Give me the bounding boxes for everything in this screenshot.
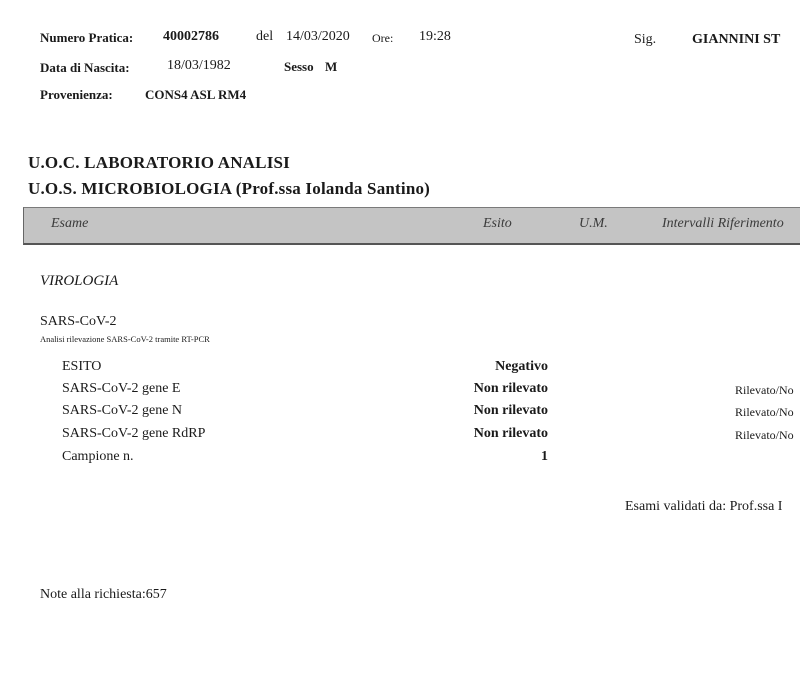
result-ref-gene-n: Rilevato/No — [735, 405, 794, 419]
numero-pratica-label: Numero Pratica: — [40, 30, 134, 45]
sesso-label: Sesso — [284, 59, 314, 74]
result-value-gene-rdrp: Non rilevato — [473, 426, 548, 441]
col-esame: Esame — [51, 216, 89, 231]
provenienza-label: Provenienza: — [40, 87, 113, 102]
numero-pratica-value: 40002786 — [163, 29, 219, 44]
result-value-gene-n: Non rilevato — [473, 403, 548, 418]
col-esito: Esito — [483, 216, 512, 231]
report-time: 19:28 — [419, 29, 451, 44]
notes-text: Note alla richiesta:657 — [40, 587, 167, 602]
test-name: SARS-CoV-2 — [40, 314, 117, 329]
col-um: U.M. — [579, 216, 608, 231]
column-header-bar — [23, 207, 800, 245]
data-nascita-value: 18/03/1982 — [167, 58, 231, 73]
lab-title: U.O.C. LABORATORIO ANALISI — [28, 153, 290, 172]
result-ref-gene-e: Rilevato/No — [735, 383, 794, 397]
lab-subtitle: U.O.S. MICROBIOLOGIA (Prof.ssa Iolanda Santino) — [28, 179, 431, 198]
result-value-esito: Negativo — [495, 359, 548, 374]
data-nascita-label: Data di Nascita: — [40, 60, 130, 75]
sig-label: Sig. — [634, 32, 657, 47]
del-label: del — [256, 29, 274, 44]
result-ref-gene-rdrp: Rilevato/No — [735, 428, 794, 442]
result-label-gene-rdrp: SARS-CoV-2 gene RdRP — [62, 426, 206, 441]
test-subtitle: Analisi rilevazione SARS-CoV-2 tramite RT-PCR — [40, 334, 210, 344]
validation-text: Esami validati da: Prof.ssa I — [625, 499, 783, 514]
section-title: VIROLOGIA — [40, 273, 119, 289]
report-date: 14/03/2020 — [286, 29, 350, 44]
result-label-esito: ESITO — [62, 359, 102, 374]
ore-label: Ore: — [372, 31, 394, 45]
col-intervalli: Intervalli Riferimento — [662, 216, 784, 231]
result-label-gene-e: SARS-CoV-2 gene E — [62, 381, 181, 396]
result-label-campione: Campione n. — [62, 449, 134, 464]
patient-name: GIANNINI ST — [692, 32, 781, 47]
sesso-value: M — [325, 59, 338, 74]
result-value-campione: 1 — [541, 449, 548, 464]
result-label-gene-n: SARS-CoV-2 gene N — [62, 403, 183, 418]
result-value-gene-e: Non rilevato — [473, 381, 548, 396]
provenienza-value: CONS4 ASL RM4 — [145, 87, 247, 102]
